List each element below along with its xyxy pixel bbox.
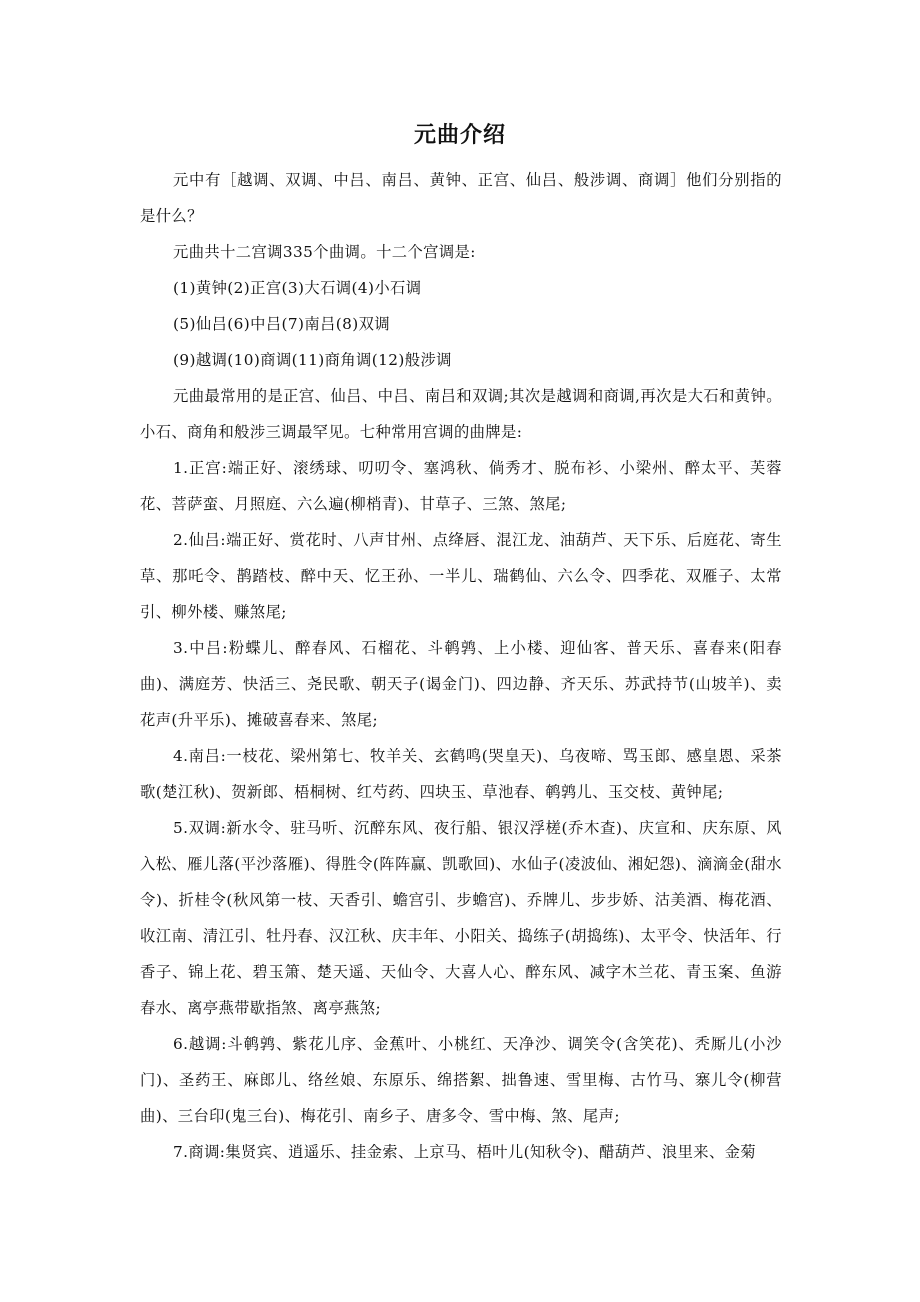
paragraph-question: 元中有［越调、双调、中吕、南吕、黄钟、正宫、仙吕、般涉调、商调］他们分别指的是什么？ — [140, 171, 782, 225]
paragraph-shuangdiao: 5.双调:新水令、驻马听、沉醉东风、夜行船、银汉浮槎(乔木查)、庆宣和、庆东原、风入松、雁儿落(平沙落雁)、得胜令(阵阵赢、凯歌回)、水仙子(凌波仙、湘妃怨)、滴滴金(甜水令)、折桂令(秋风第一枝、天香引、蟾宫引、步蟾宫)、乔牌儿、步步娇、沽美酒、梅花酒、收江南、清江引、牡丹春、汉江秋、庆丰年、小阳关、捣练子(胡捣练)、太平令、快活年、行香子、锦上花、碧玉箫、楚天遥、天仙令、大喜人心、醉东风、减字木兰花、青玉案、鱼游春水、离亭燕带歇指煞、离亭燕煞; — [140, 819, 782, 1017]
paragraph-modes-1-4: (1)黄钟(2)正宫(3)大石调(4)小石调 — [173, 279, 422, 297]
paragraph-yuediao: 6.越调:斗鹌鹑、紫花儿序、金蕉叶、小桃红、天净沙、调笑令(含笑花)、秃厮儿(小沙门)、圣药王、麻郎儿、络丝娘、东原乐、绵搭絮、拙鲁速、雪里梅、古竹马、寨儿令(柳营曲)、三台印(鬼三台)、梅花引、南乡子、唐多令、雪中梅、煞、尾声; — [140, 1035, 782, 1125]
paragraph-zhonglv: 3.中吕:粉蝶儿、醉春风、石榴花、斗鹌鹑、上小楼、迎仙客、普天乐、喜春来(阳春曲)、满庭芳、快活三、尧民歌、朝天子(谒金门)、四边静、齐天乐、苏武持节(山坡羊)、卖花声(升平乐)、摊破喜春来、煞尾; — [140, 639, 782, 729]
paragraph-nanlv: 4.南吕:一枝花、梁州第七、牧羊关、玄鹤鸣(哭皇天)、乌夜啼、骂玉郎、感皇恩、采茶歌(楚江秋)、贺新郎、梧桐树、红芍药、四块玉、草池春、鹌鹑儿、玉交枝、黄钟尾; — [140, 747, 782, 801]
paragraph-intro: 元曲共十二宫调335个曲调。十二个宫调是: — [173, 243, 476, 261]
paragraph-zhenggong: 1.正宫:端正好、滚绣球、叨叨令、塞鸿秋、倘秀才、脱布衫、小梁州、醉太平、芙蓉花、菩萨蛮、月照庭、六么遍(柳梢青)、甘草子、三煞、煞尾; — [140, 459, 782, 513]
paragraph-common-modes: 元曲最常用的是正宫、仙吕、中吕、南吕和双调;其次是越调和商调,再次是大石和黄钟。小石、商角和般涉三调最罕见。七种常用宫调的曲牌是: — [140, 387, 782, 441]
paragraph-modes-5-8: (5)仙吕(6)中吕(7)南吕(8)双调 — [173, 315, 391, 333]
paragraph-xianlv: 2.仙吕:端正好、赏花时、八声甘州、点绛唇、混江龙、油葫芦、天下乐、后庭花、寄生草、那吒令、鹊踏枝、醉中天、忆王孙、一半儿、瑞鹤仙、六么令、四季花、双雁子、太常引、柳外楼、赚煞尾; — [140, 531, 782, 621]
document-body — [140, 162, 782, 1170]
paragraph-shangdiao: 7.商调:集贤宾、逍遥乐、挂金索、上京马、梧叶儿(知秋令)、醋葫芦、浪里来、金菊 — [173, 1143, 757, 1161]
document-title: 元曲介绍 — [413, 123, 506, 148]
paragraph-modes-9-12: (9)越调(10)商调(11)商角调(12)般涉调 — [173, 351, 452, 369]
